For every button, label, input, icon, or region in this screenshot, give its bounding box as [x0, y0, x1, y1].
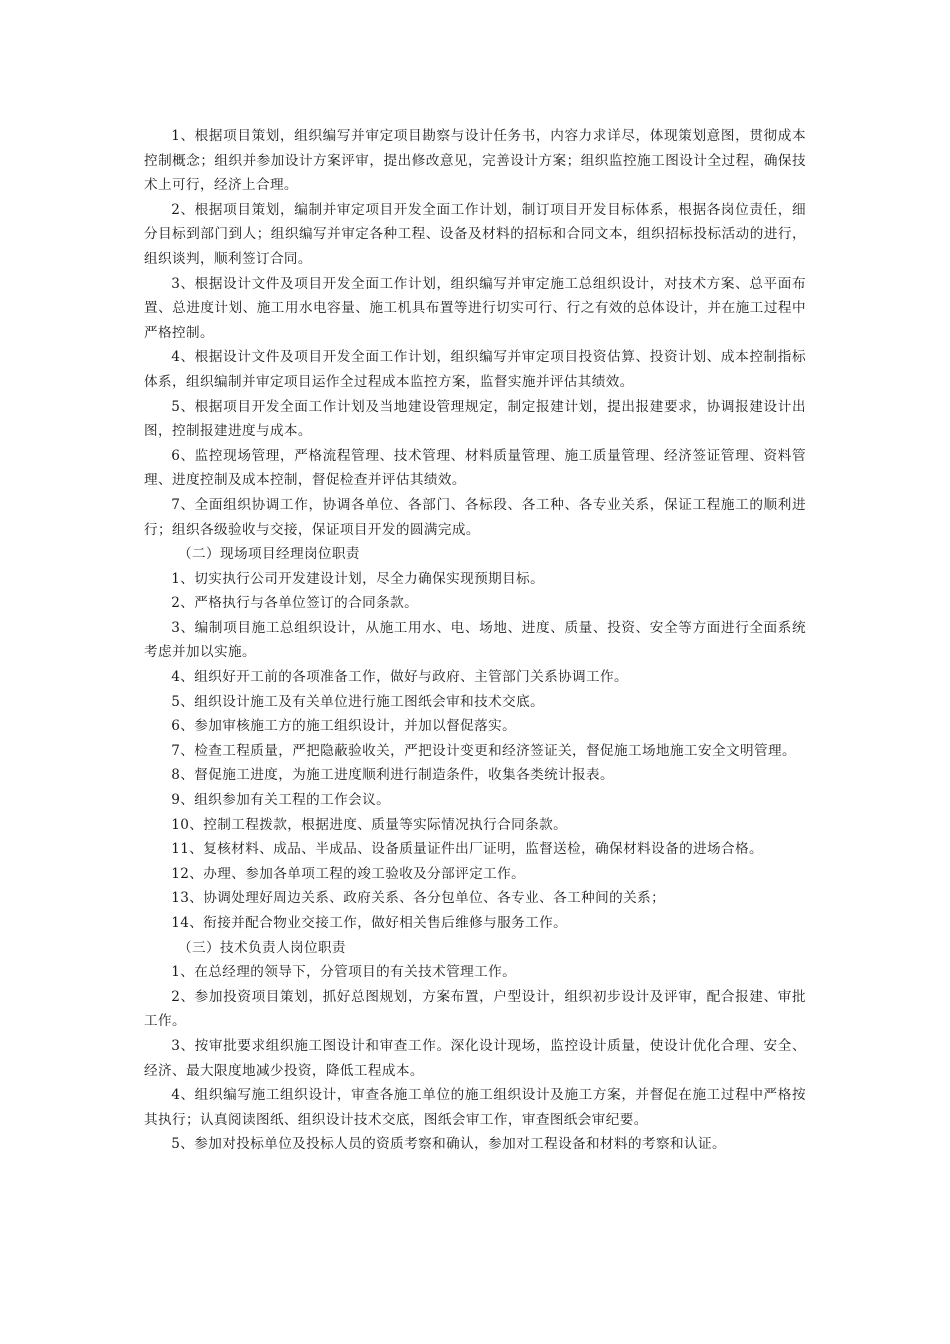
paragraph: 10、控制工程拨款，根据进度、质量等实际情况执行合同条款。 — [171, 816, 568, 833]
paragraph: 12、办理、参加各单项工程的竣工验收及分部评定工作。 — [171, 865, 526, 882]
paragraph: 6、参加审核施工方的施工组织设计，并加以督促落实。 — [171, 718, 517, 735]
paragraph: 1、在总经理的领导下，分管项目的有关技术管理工作。 — [171, 964, 517, 981]
paragraph: 11、复核材料、成品、半成品、设备质量证件出厂证明，监督送检，确保材料设备的进场合格。 — [171, 841, 764, 858]
paragraph: 8、督促施工进度，为施工进度顺利进行制造条件，收集各类统计报表。 — [171, 767, 615, 784]
paragraph: 3、按审批要求组织施工图设计和审查工作。深化设计现场，监控设计质量，使设计优化合理、安全、经济、最大限度地减少投资，降低工程成本。 — [144, 1037, 806, 1079]
paragraph: 13、协调处理好周边关系、政府关系、各分包单位、各专业、各工种间的关系； — [171, 890, 666, 907]
paragraph: 4、根据设计文件及项目开发全面工作计划，组织编写并审定项目投资估算、投资计划、成本控制指标体系，组织编制并审定项目运作全过程成本监控方案，监督实施并评估其绩效。 — [144, 349, 806, 390]
section-heading: （三）技术负责人岗位职责 — [178, 939, 346, 956]
paragraph: 7、检查工程质量，严把隐蔽验收关，严把设计变更和经济签证关，督促施工场地施工安全文明管理。 — [171, 742, 796, 759]
paragraph: 5、参加对投标单位及投标人员的资质考察和确认，参加对工程设备和材料的考察和认证。 — [171, 1136, 726, 1153]
paragraph: 3、根据设计文件及项目开发全面工作计划，组织编写并审定施工总组织设计，对技术方案、总平面布置、总进度计划、施工用水电容量、施工机具布置等进行切实可行、行之有效的总体设计，并在施工过程中严格控制。 — [144, 275, 806, 341]
paragraph: 5、根据项目开发全面工作计划及当地建设管理规定，制定报建计划，提出报建要求，协调报建设计出图，控制报建进度与成本。 — [144, 398, 806, 440]
document-page — [144, 124, 806, 1157]
paragraph: 6、监控现场管理，严格流程管理、技术管理、材料质量管理、施工质量管理、经济签证管理、资料管理、进度控制及成本控制，督促检查并评估其绩效。 — [144, 447, 806, 489]
paragraph: 4、组织编写施工组织设计，审查各施工单位的施工组织设计及施工方案，并督促在施工过程中严格按其执行；认真阅读图纸、组织设计技术交底，图纸会审工作，审查图纸会审纪要。 — [144, 1087, 806, 1128]
paragraph: 14、衔接并配合物业交接工作，做好相关售后维修与服务工作。 — [171, 915, 568, 931]
section-2 — [144, 542, 806, 936]
section-1 — [144, 124, 806, 542]
paragraph: 2、根据项目策划，编制并审定项目开发全面工作计划，制订项目开发目标体系，根据各岗位责任，细分目标到部门到人；组织编写并审定各种工程、设备及材料的招标和合同文本，组织招标投标活动的进行，组织谈判，顺利签订合同。 — [144, 201, 806, 267]
paragraph: 7、全面组织协调工作，协调各单位、各部门、各标段、各工种、各专业关系，保证工程施工的顺利进行；组织各级验收与交接，保证项目开发的圆满完成。 — [144, 496, 806, 538]
paragraph: 5、组织设计施工及有关单位进行施工图纸会审和技术交底。 — [171, 693, 545, 710]
paragraph: 9、组织参加有关工程的工作会议。 — [171, 792, 391, 809]
paragraph: 4、组织好开工前的各项准备工作，做好与政府、主管部门关系协调工作。 — [171, 669, 629, 686]
paragraph: 2、参加投资项目策划，抓好总图规划，方案布置，户型设计，组织初步设计及评审，配合报建、审批工作。 — [144, 988, 806, 1030]
section-heading: （二）现场项目经理岗位职责 — [178, 546, 360, 563]
paragraph: 3、编制项目施工总组织设计，从施工用水、电、场地、进度、质量、投资、安全等方面进行全面系统考虑并加以实施。 — [144, 619, 806, 661]
paragraph: 1、根据项目策划，组织编写并审定项目勘察与设计任务书，内容力求详尽，体现策划意图，贯彻成本控制概念；组织并参加设计方案评审，提出修改意见，完善设计方案；组织监控施工图设计全过程，确保技术上可行，经济上合理。 — [144, 128, 806, 194]
paragraph: 2、严格执行与各单位签订的合同条款。 — [171, 595, 419, 612]
section-3 — [144, 936, 806, 1157]
paragraph: 1、切实执行公司开发建设计划，尽全力确保实现预期目标。 — [171, 570, 545, 587]
